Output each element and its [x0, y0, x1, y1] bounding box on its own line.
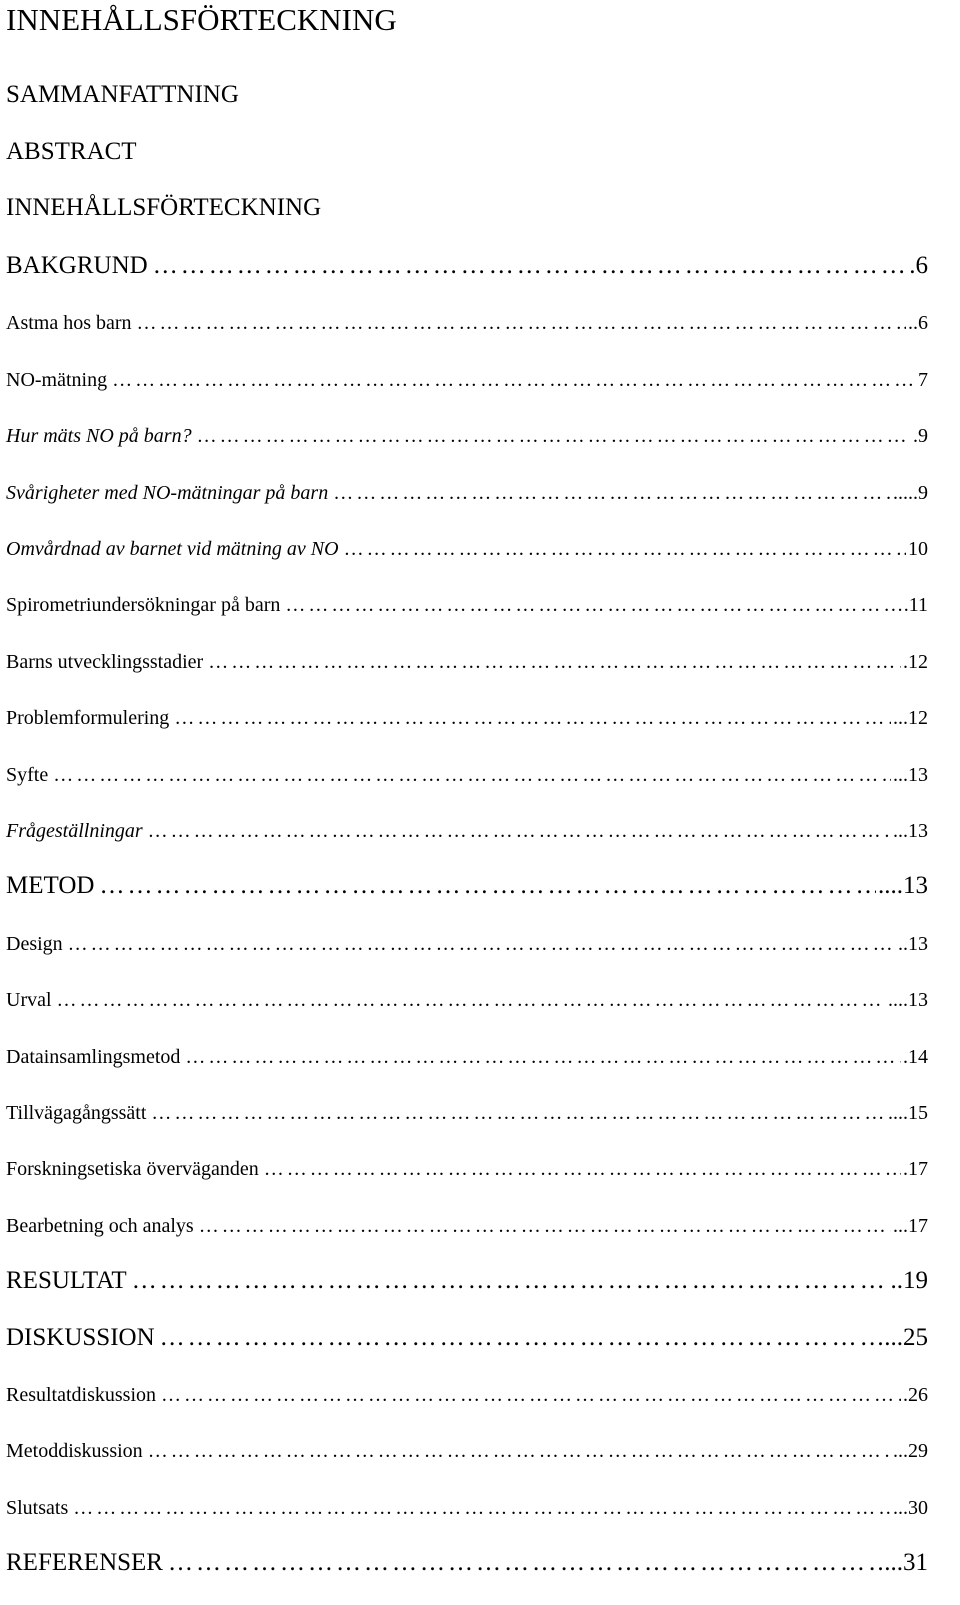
toc-entry	[6, 1044, 928, 1070]
toc-entry-page-number: .9	[913, 425, 928, 448]
toc-entry	[6, 1100, 928, 1126]
dot-leader	[132, 1266, 889, 1296]
dot-leader	[148, 818, 891, 844]
toc-entry-page-number: ..6	[908, 312, 928, 335]
dot-leader	[160, 1323, 883, 1353]
dot-leader	[148, 1438, 891, 1464]
dot-leader	[151, 1100, 886, 1126]
dot-leader	[112, 367, 916, 393]
toc-entry-label: Design	[6, 932, 63, 955]
toc-entry-label: METOD	[6, 872, 95, 900]
toc-entry-page-number: ...30	[893, 1496, 928, 1519]
dot-leader	[333, 480, 891, 506]
toc-entry	[6, 480, 928, 506]
toc-entry	[6, 251, 928, 281]
toc-entry-page-number: ...13	[893, 820, 928, 842]
page-title: INNEHÅLLSFÖRTECKNING	[6, 2, 397, 37]
toc-entry	[6, 592, 928, 618]
toc-entry-page-number: ..13	[898, 932, 928, 955]
toc-entry-label: Urval	[6, 989, 52, 1012]
toc-entry-label: Forskningsetiska överväganden	[6, 1158, 259, 1181]
toc-entry	[6, 1266, 928, 1296]
front-matter-item: INNEHÅLLSFÖRTECKNING	[6, 194, 322, 221]
toc-entry	[6, 423, 928, 449]
toc-entry-label: Slutsats	[6, 1496, 69, 1519]
toc-entry-page-number: .12	[903, 650, 928, 673]
toc-entry-page-number: ...31	[884, 1549, 928, 1577]
toc-entry-label: Hur mäts NO på barn?	[6, 425, 192, 448]
toc-entry-page-number: .14	[903, 1045, 928, 1068]
dot-leader	[53, 762, 891, 788]
toc-entry-label: REFERENSER	[6, 1549, 163, 1577]
toc-entry-label: Resultatdiskussion	[6, 1384, 157, 1406]
toc-entry	[6, 1548, 928, 1578]
toc-entry-label: RESULTAT	[6, 1267, 127, 1295]
toc-entry	[6, 1323, 928, 1353]
toc-entry-page-number: ..19	[890, 1267, 928, 1295]
toc-entry	[6, 931, 928, 957]
toc-entry-label: BAKGRUND	[6, 252, 148, 279]
toc-entry	[6, 1495, 928, 1521]
toc-entry	[6, 367, 928, 393]
toc-entry	[6, 871, 928, 901]
toc-entry-page-number: .17	[903, 1158, 928, 1181]
toc-entry-label: Spirometriundersökningar på barn	[6, 594, 281, 617]
toc-entry-label: Barns utvecklingsstadier	[6, 650, 204, 673]
toc-entry-page-number: ...17	[893, 1214, 928, 1237]
toc-entry	[6, 1382, 928, 1408]
toc-entry-page-number: ...29	[893, 1440, 928, 1463]
toc-entry-label: Metoddiskussion	[6, 1440, 143, 1463]
toc-entry-label: Frågeställningar	[6, 820, 143, 842]
toc-entry-page-number: ....13	[878, 872, 928, 900]
front-matter-item: ABSTRACT	[6, 138, 137, 165]
toc-entry-page-number: .6	[909, 252, 928, 279]
toc-entry-page-number: ....13	[888, 989, 928, 1012]
toc-entry-page-number: .11	[903, 594, 928, 617]
toc-entry	[6, 1213, 928, 1239]
toc-entry-label: Problemformulering	[6, 707, 170, 730]
toc-entry	[6, 762, 928, 788]
toc-entry	[6, 1156, 928, 1182]
toc-entry-page-number: ...25	[884, 1323, 928, 1351]
front-matter-item: SAMMANFATTNING	[6, 81, 239, 108]
dot-leader	[68, 931, 896, 957]
toc-entry-label: Tillvägagångssätt	[6, 1102, 147, 1124]
dot-leader	[57, 987, 886, 1013]
toc-entry-label: DISKUSSION	[6, 1323, 155, 1351]
toc-entry-label: Bearbetning och analys	[6, 1214, 194, 1237]
toc-entry	[6, 649, 928, 675]
dot-leader	[99, 871, 876, 901]
toc-entry	[6, 818, 928, 844]
dot-leader	[185, 1044, 901, 1070]
toc-entry-page-number: ....15	[888, 1102, 928, 1124]
toc-entry-page-number: .26	[903, 1384, 928, 1406]
toc-entry	[6, 310, 928, 336]
toc-entry-page-number: 10	[908, 538, 928, 560]
toc-entry-page-number: 7	[918, 368, 928, 391]
dot-leader	[153, 251, 908, 281]
toc-entry-label: Astma hos barn	[6, 312, 132, 335]
toc-entry	[6, 536, 928, 562]
toc-entry	[6, 705, 928, 731]
dot-leader	[161, 1382, 901, 1408]
toc-entry-label: Omvårdnad av barnet vid mätning av NO	[6, 538, 339, 560]
dot-leader	[264, 1156, 901, 1182]
toc-entry	[6, 987, 928, 1013]
toc-entry-page-number: .....9	[893, 481, 928, 504]
toc-entry-label: Syfte	[6, 763, 49, 786]
dot-leader	[73, 1495, 891, 1521]
toc-entry-label: Datainsamlingsmetod	[6, 1045, 181, 1068]
dot-leader	[137, 310, 906, 336]
toc-entry-page-number: ...12	[893, 707, 928, 730]
toc-entry-label: Svårigheter med NO-mätningar på barn	[6, 481, 329, 504]
toc-entry-label: NO-mätning	[6, 368, 108, 391]
dot-leader	[197, 423, 911, 449]
dot-leader	[174, 705, 891, 731]
dot-leader	[199, 1213, 891, 1239]
dot-leader	[344, 536, 906, 562]
toc-entry-page-number: ...13	[893, 763, 928, 786]
dot-leader	[168, 1548, 882, 1578]
toc-entry	[6, 1438, 928, 1464]
dot-leader	[285, 592, 901, 618]
dot-leader	[208, 649, 901, 675]
